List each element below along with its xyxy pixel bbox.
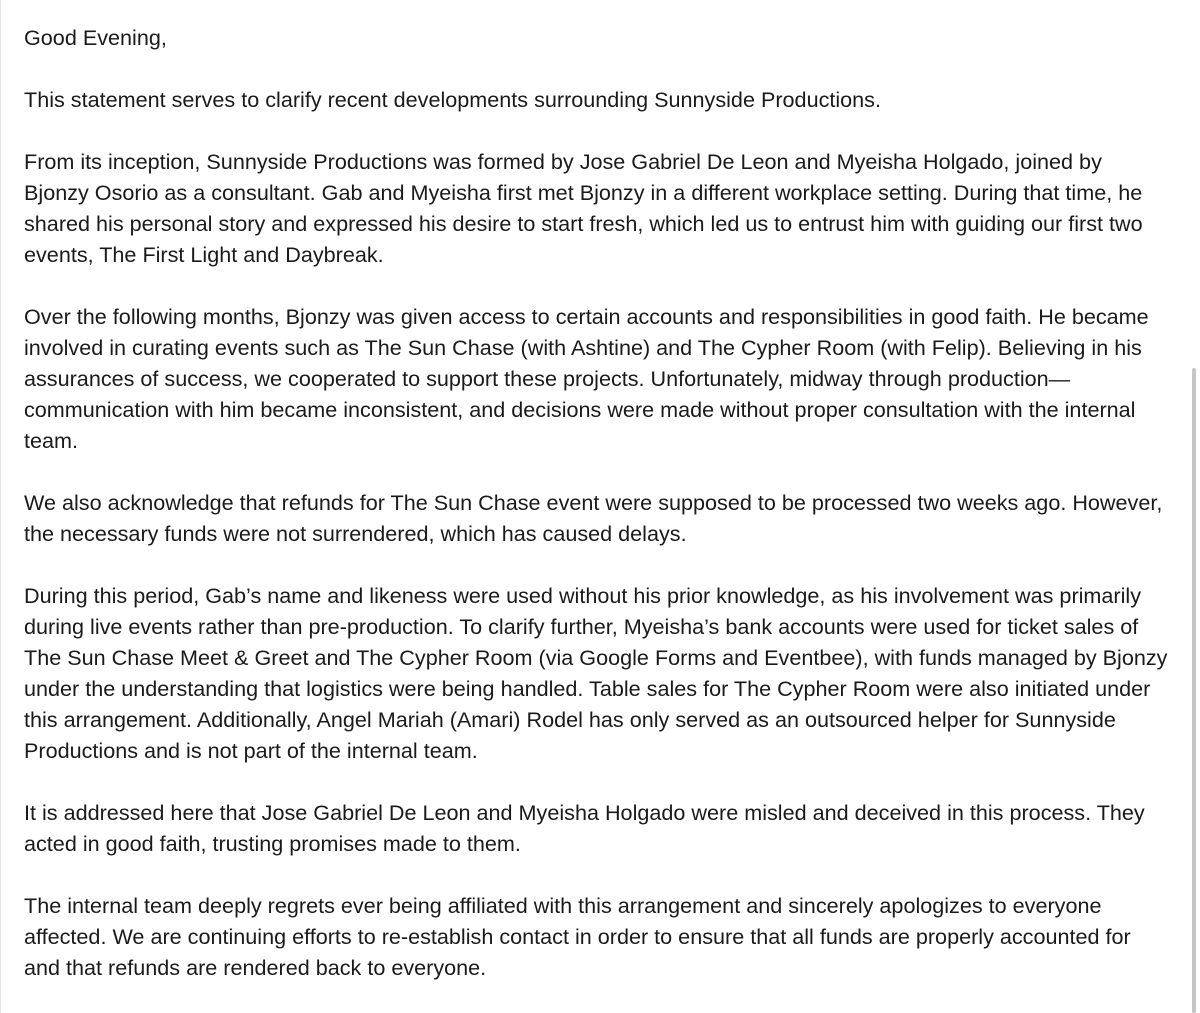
greeting: Good Evening, [24, 25, 167, 50]
vertical-scrollbar[interactable] [1192, 368, 1196, 1013]
paragraph-intro: This statement serves to clarify recent developments surrounding Sunnyside Productions. [24, 87, 881, 112]
paragraph-misled: It is addressed here that Jose Gabriel De Leon and Myeisha Holgado were misled and deceived in this process. They acted in good faith, trusting promises made to them. [24, 800, 1145, 856]
paragraph-inception: From its inception, Sunnyside Productions was formed by Jose Gabriel De Leon and Myeisha Holgado, joined by Bjonzy Osorio as a consultant. Gab and Myeisha first met Bjonzy in a different workplace setting. During that time, he shared his personal story and expressed his desire to start fresh, which led us to entrust him with guiding our first two events, The First Light and Daybreak. [24, 149, 1143, 267]
paragraph-period: During this period, Gab’s name and likeness were used without his prior knowledge, as his involvement was primarily during live events rather than pre-production. To clarify further, Myeisha’s bank accounts were used for ticket sales of The Sun Chase Meet & Greet and The Cypher Room (via Google Forms and Eventbee), with funds managed by Bjonzy under the understanding that logistics were being handled. Table sales for The Cypher Room were also initiated under this arrangement. Additionally, Angel Mariah (Amari) Rodel has only served as an outsourced helper for Sunnyside Productions and is not part of the internal team. [24, 583, 1168, 763]
paragraph-following-months: Over the following months, Bjonzy was given access to certain accounts and responsibilities in good faith. He became involved in curating events such as The Sun Chase (with Ashtine) and The Cypher Room (with Felip). Believing in his assurances of success, we cooperated to support these projects. Unfortunately, midway through production—communication with him became inconsistent, and decisions were made without proper consultation with the internal team. [24, 304, 1149, 453]
paragraph-apology: The internal team deeply regrets ever being affiliated with this arrangement and sincerely apologizes to everyone affected. We are continuing efforts to re-establish contact in order to ensure that all funds are properly accounted for and that refunds are rendered back to everyone. [24, 893, 1131, 980]
paragraph-refunds: We also acknowledge that refunds for The Sun Chase event were supposed to be processed two weeks ago. However, the necessary funds were not surrendered, which has caused delays. [24, 490, 1163, 546]
